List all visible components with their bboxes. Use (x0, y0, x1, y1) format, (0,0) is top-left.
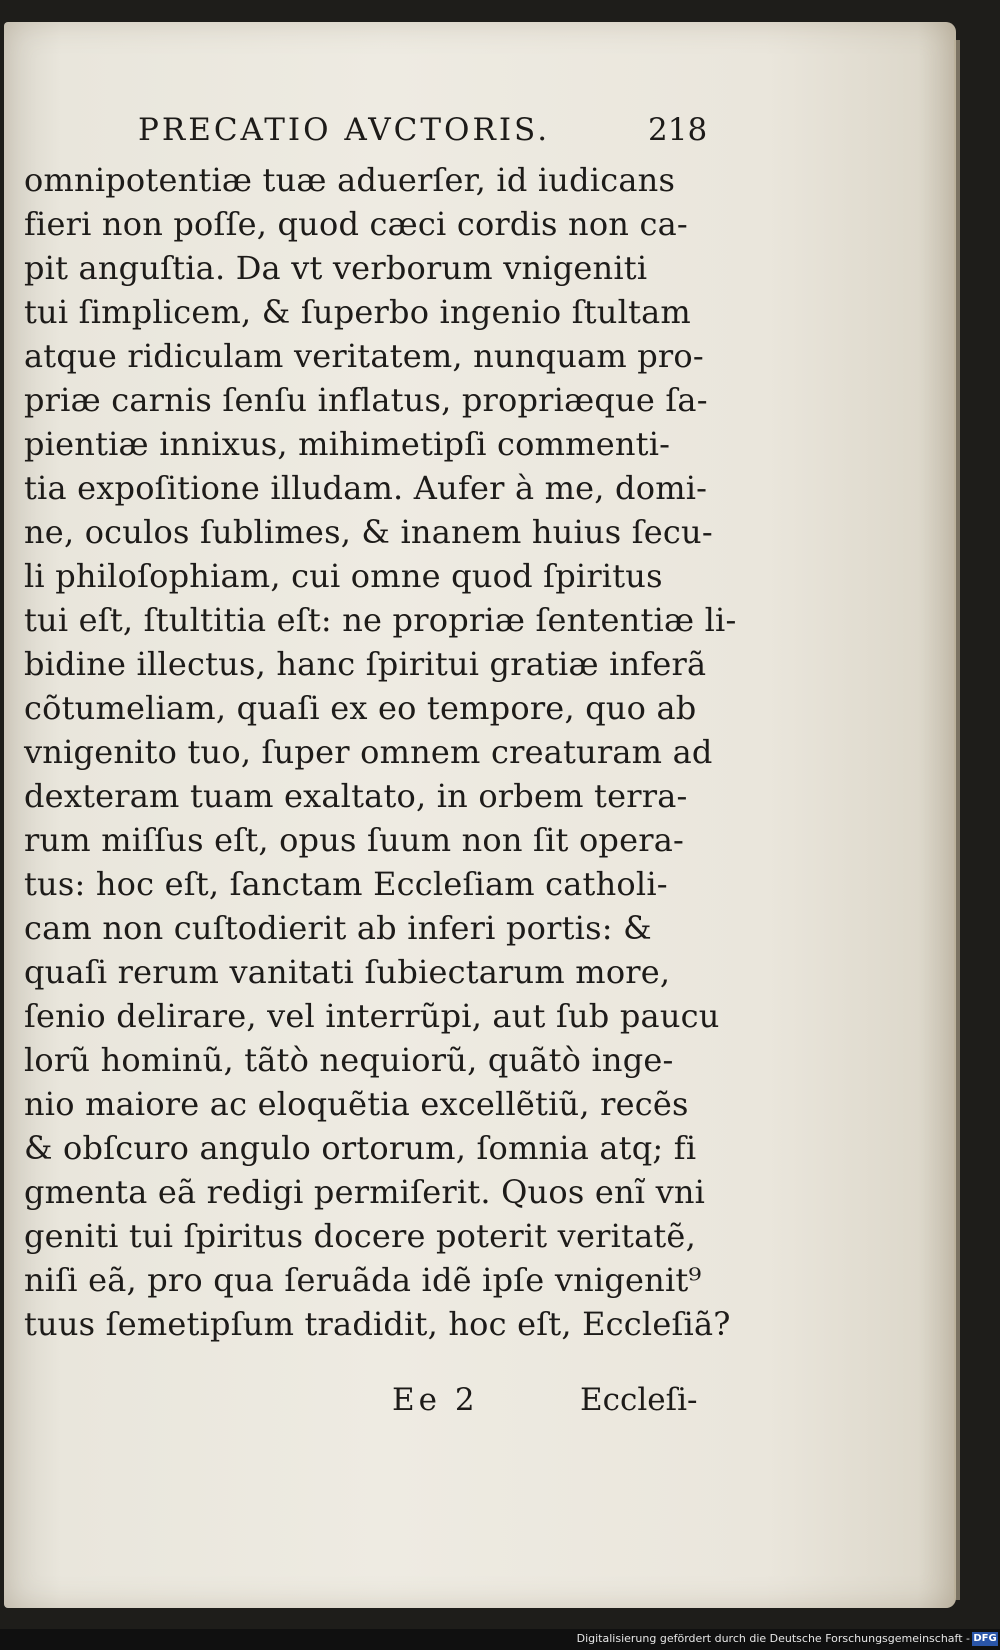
text-line: omnipotentiæ tuæ aduerſer, id iudicans (24, 161, 676, 199)
text-line: gmenta eã redigi permiſerit. Quos enĩ vni (24, 1173, 706, 1211)
text-line: tus: hoc eſt, ſanctam Eccleſiam catholi- (24, 865, 668, 903)
text-line: rum miſſus eſt, opus ſuum non ſit opera- (24, 821, 685, 859)
text-line: tui eſt, ſtultitia eſt: ne propriæ ſententiæ li- (24, 601, 737, 639)
text-line: nio maiore ac eloquẽtia excellẽtiũ, recẽs (24, 1085, 689, 1123)
text-line: bidine illectus, hanc ſpiritui gratiæ inferã (24, 645, 707, 683)
text-line: vnigenito tuo, ſuper omnem creaturam ad (24, 733, 713, 771)
signature-mark: Ee 2 (392, 1382, 479, 1418)
running-head-title: PRECATIO AVCTORIS. (138, 112, 551, 148)
text-line: lorũ hominũ, tãtò nequiorũ, quãtò inge- (24, 1041, 674, 1079)
text-line: fieri non poſſe, quod cæci cordis non ca- (24, 205, 688, 243)
text-line: cõtumeliam, quaſi ex eo tempore, quo ab (24, 689, 697, 727)
credit-text: Digitalisierung gefördert durch die Deutsche Forschungsgemeinschaft - (576, 1632, 970, 1645)
text-line: tui ſimplicem, & ſuperbo ingenio ſtultam (24, 293, 691, 331)
text-line: geniti tui ſpiritus docere poterit veritatẽ, (24, 1217, 696, 1255)
text-line: ne, oculos ſublimes, & inanem huius ſecu- (24, 513, 713, 551)
text-line: niſi eã, pro qua ſeruãda idẽ ipſe vnigenit⁹ (24, 1261, 702, 1299)
text-line: tuus ſemetipſum tradidit, hoc eſt, Eccleſiã? (24, 1305, 731, 1343)
text-line: ſenio delirare, vel interrũpi, aut ſub paucu (24, 997, 720, 1035)
digitization-credit-bar (0, 1629, 1000, 1650)
running-header (138, 112, 738, 156)
text-line: dexteram tuam exaltato, in orbem terra- (24, 777, 688, 815)
text-line: atque ridiculam veritatem, nunquam pro- (24, 337, 704, 375)
text-line: & obſcuro angulo ortorum, ſomnia atq; fi (24, 1129, 697, 1167)
text-line: pientiæ innixus, mihimetipſi commenti- (24, 425, 671, 463)
page-edge-shadow (954, 40, 960, 1600)
text-line: cam non cuſtodierit ab inferi portis: & (24, 909, 652, 947)
text-line: priæ carnis ſenſu inflatus, propriæque ſa- (24, 381, 708, 419)
text-line: tia expoſitione illudam. Aufer à me, domi- (24, 469, 708, 507)
dfg-logo: DFG (973, 1633, 997, 1644)
text-line: pit anguſtia. Da vt verborum vnigeniti (24, 249, 648, 287)
text-line: li philoſophiam, cui omne quod ſpiritus (24, 557, 663, 595)
catchword: Eccleſi- (580, 1382, 698, 1418)
text-line: quaſi rerum vanitati ſubiectarum more, (24, 953, 671, 991)
page-number: 218 (648, 112, 708, 148)
